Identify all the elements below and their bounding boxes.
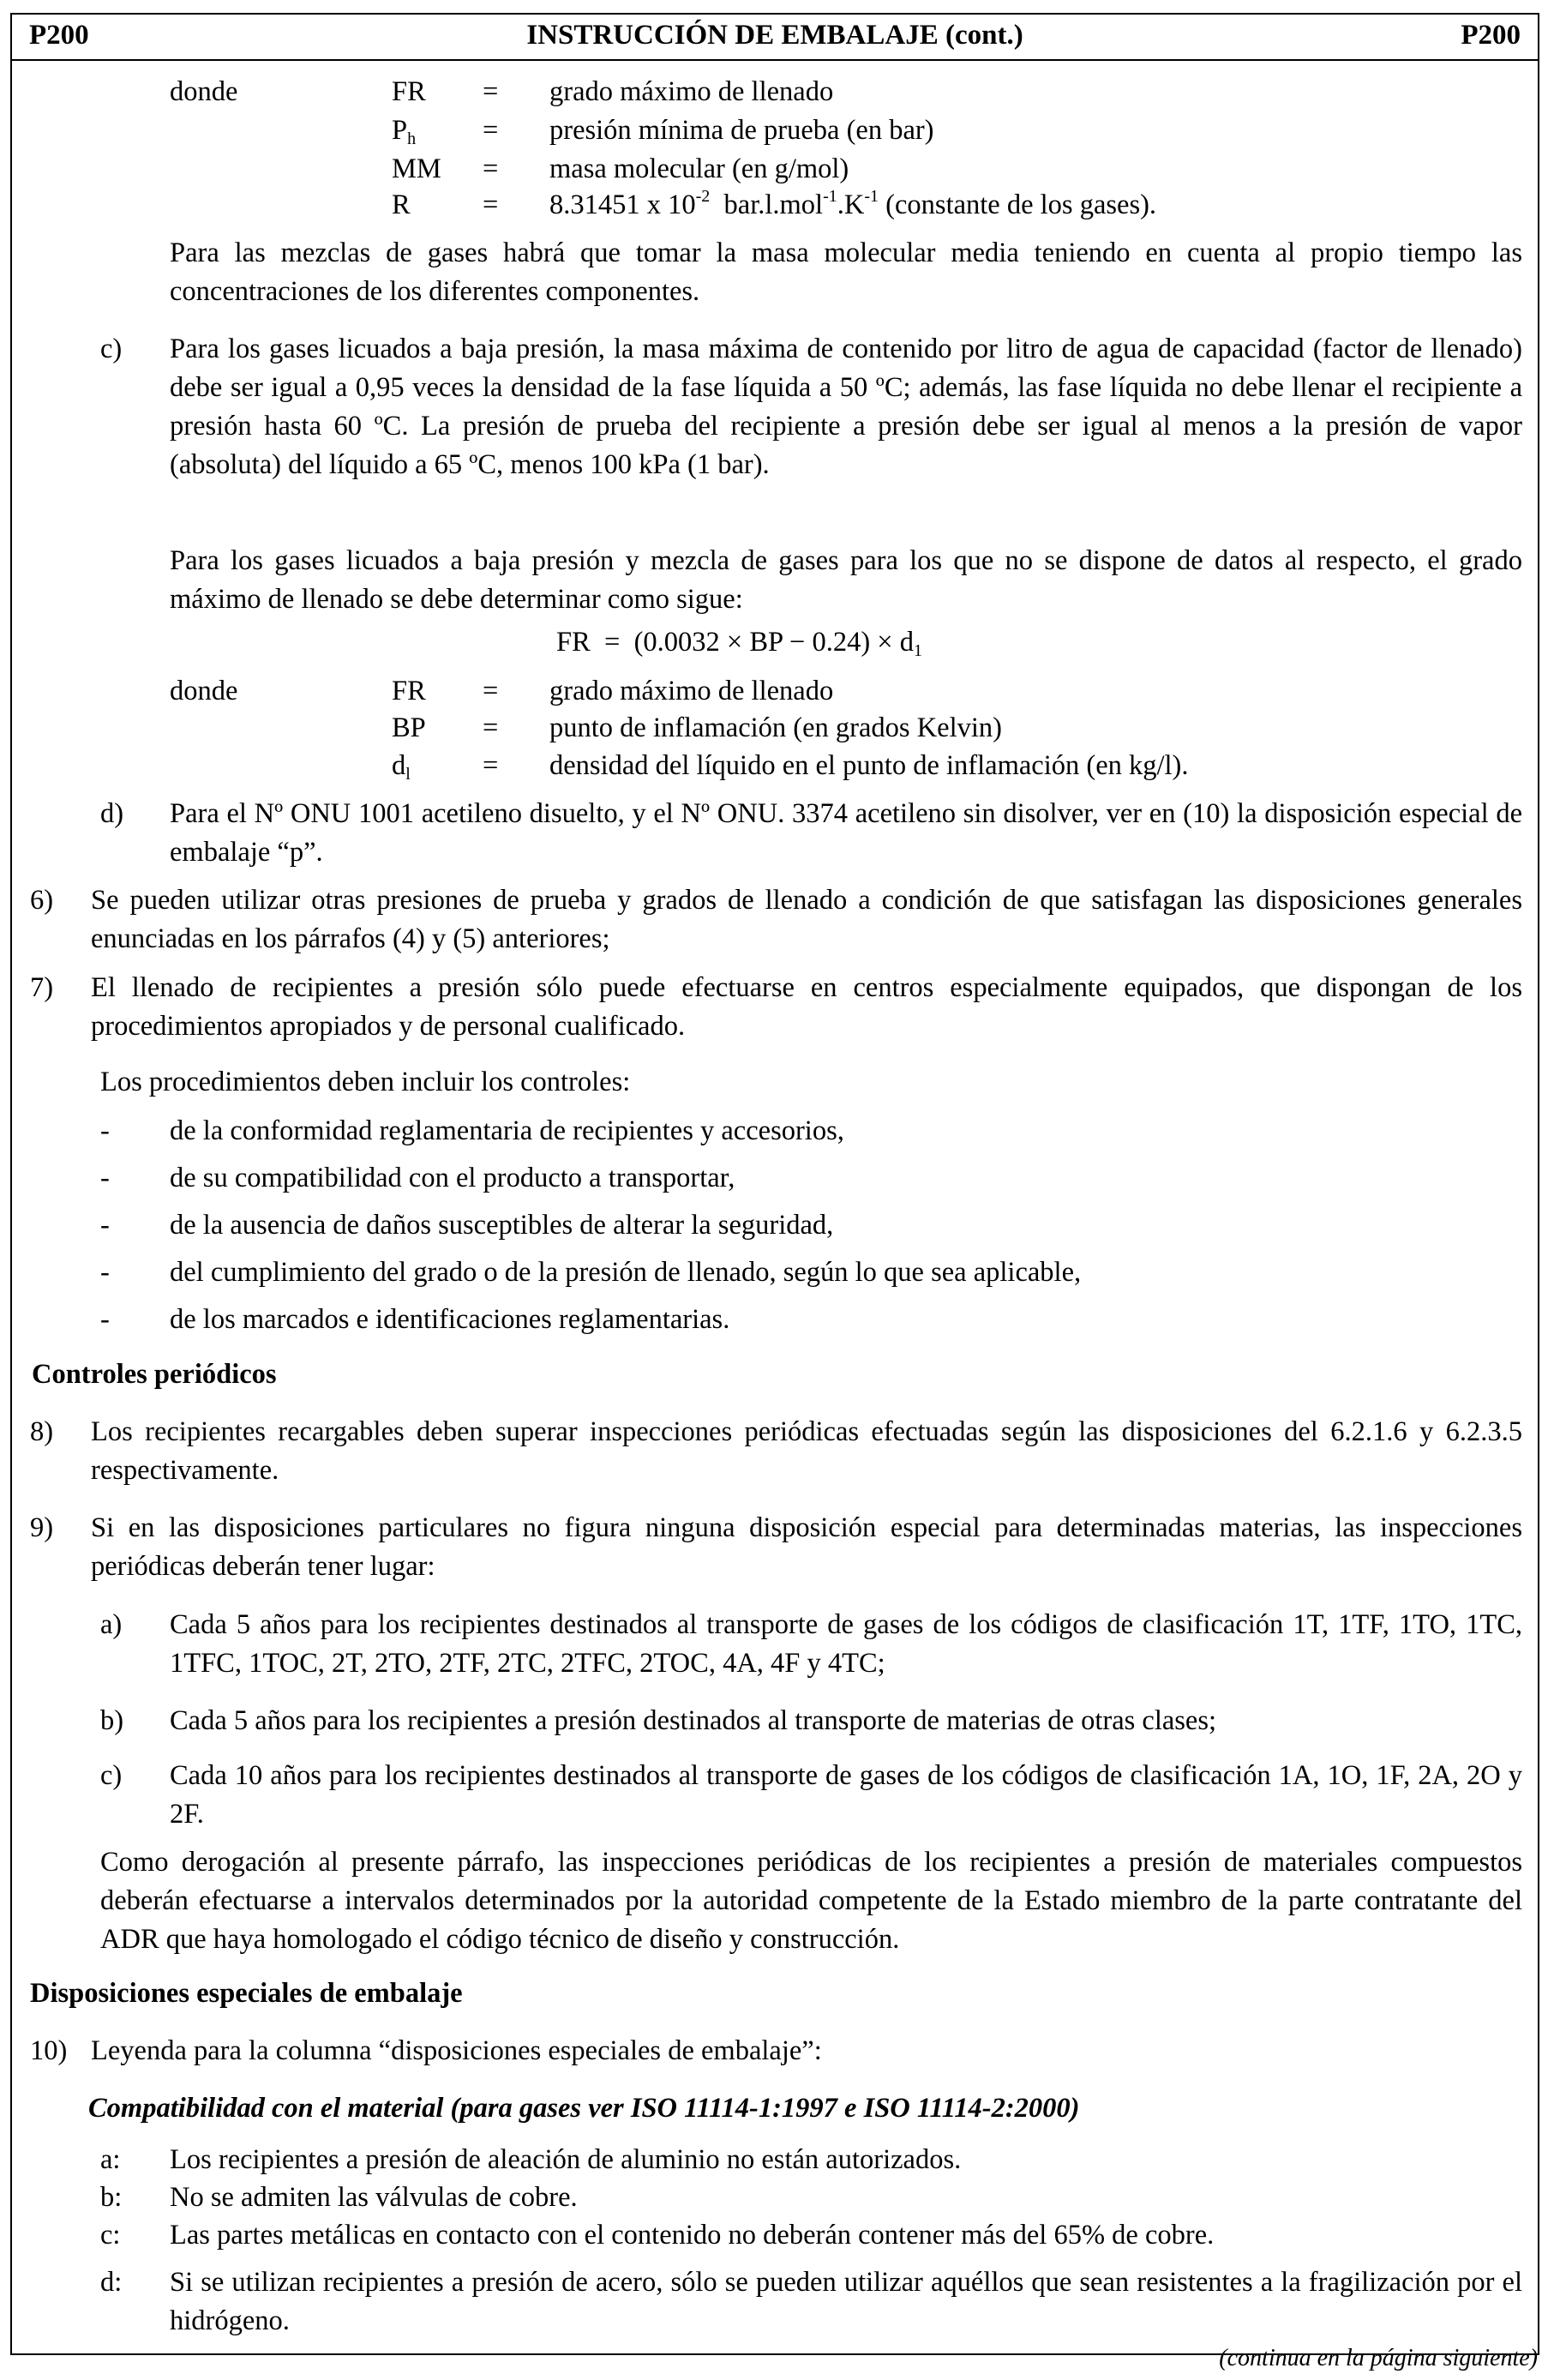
item-10-text: Leyenda para la columna “disposiciones especiales de embalaje”:: [91, 2035, 822, 2066]
heading-disposiciones-especiales: Disposiciones especiales de embalaje: [30, 1978, 463, 2009]
item-label: 10): [30, 2035, 68, 2066]
def-text: grado máximo de llenado: [549, 676, 834, 706]
heading-compatibilidad: Compatibilidad con el material (para gases ver ISO 11114-1:1997 e ISO 11114-2:2000): [88, 2093, 1080, 2124]
dash-item: de los marcados e identificaciones reglamentarias.: [170, 1304, 730, 1335]
item-label: b:: [100, 2182, 123, 2213]
item-9-text: Si en las disposiciones particulares no figura ninguna disposición especial para determinadas materias, las inspecciones periódicas deberán tener lugar:: [91, 1512, 1522, 1582]
header-code-left: P200: [29, 20, 89, 51]
item-label: c:: [100, 2220, 121, 2251]
item-d-text: Para el Nº ONU 1001 acetileno disuelto, y el Nº ONU. 3374 acetileno sin disolver, ver en (10) la disposición especial de embalaje “p”.: [170, 798, 1522, 868]
controls-intro: Los procedimientos deben incluir los controles:: [100, 1067, 631, 1097]
header-title: INSTRUCCIÓN DE EMBALAJE (cont.): [526, 20, 1023, 51]
def-text: punto de inflamación (en grados Kelvin): [549, 712, 1002, 743]
item-label: c): [100, 1760, 123, 1791]
def-symbol: $d_l$: [392, 750, 411, 784]
paragraph-derogacion: Como derogación al presente párrafo, las inspecciones periódicas de los recipientes a presión de materiales compuestos deberán efectuarse a intervalos determinados por la autoridad competente de la Estado miembro de la parte contratante del ADR que haya homologado el código técnico de diseño y construcción.: [100, 1847, 1522, 1955]
item-label: a): [100, 1609, 123, 1640]
dash-bullet: -: [100, 1304, 110, 1335]
def-symbol: FR: [392, 76, 426, 107]
donde-label: donde: [170, 676, 238, 706]
def-equals: =: [483, 750, 499, 781]
dash-bullet: -: [100, 1115, 110, 1146]
item-label: d): [100, 798, 124, 829]
compat-item: Si se utilizan recipientes a presión de acero, sólo se pueden utilizar aquéllos que sean resistentes a la fragilización por el hidrógeno.: [170, 2267, 1522, 2336]
def-equals: =: [483, 76, 499, 107]
item-9b-text: Cada 5 años para los recipientes a presión destinados al transporte de materias de otras clases;: [170, 1705, 1217, 1736]
item-9a-text: Cada 5 años para los recipientes destinados al transporte de gases de los códigos de clasificación 1T, 1TF, 1TO, 1TC, 1TFC, 1TOC, 2T, 2TO, 2TF, 2TC, 2TFC, 2TOC, 4A, 4F y 4TC;: [170, 1609, 1522, 1679]
item-label: 6): [30, 885, 54, 916]
item-7-text: El llenado de recipientes a presión sólo puede efectuarse en centros especialmente equipados, que dispongan de los procedimientos apropiados y de personal cualificado.: [91, 972, 1522, 1042]
dash-item: de su compatibilidad con el producto a transportar,: [170, 1163, 735, 1193]
header-code-right: P200: [1461, 20, 1521, 51]
page-header: [12, 15, 1538, 61]
dash-item: de la conformidad reglamentaria de recipientes y accesorios,: [170, 1115, 844, 1146]
def-text: masa molecular (en g/mol): [549, 153, 849, 184]
compat-item: Las partes metálicas en contacto con el contenido no deberán contener más del 65% de cobre.: [170, 2220, 1215, 2251]
item-label: d:: [100, 2267, 123, 2298]
item-6-text: Se pueden utilizar otras presiones de prueba y grados de llenado a condición de que satisfagan las disposiciones generales enunciadas en los párrafos (4) y (5) anteriores;: [91, 885, 1522, 954]
continuation-note: (continua en la página siguiente): [1219, 2345, 1538, 2371]
def-text: densidad del líquido en el punto de inflamación (en kg/l).: [549, 750, 1189, 781]
def-equals: =: [483, 189, 499, 220]
def-equals: =: [483, 115, 499, 146]
item-label: c): [100, 334, 123, 364]
def-equals: =: [483, 712, 499, 743]
heading-controles-periodicos: Controles periódicos: [32, 1359, 277, 1390]
gas-constant-value: 8.31451 x $10^{-2}$ $bar.l.mol^{-1}.K^{-1}$ (constante de los gases).: [549, 187, 1157, 220]
item-9c-text: Cada 10 años para los recipientes destinados al transporte de gases de los códigos de clasificación 1A, 1O, 1F, 2A, 2O y 2F.: [170, 1760, 1522, 1830]
paragraph-mezclas: Para las mezclas de gases habrá que tomar la masa molecular media teniendo en cuenta al propio tiempo las concentraciones de los diferentes componentes.: [170, 237, 1522, 307]
fill-ratio-formula: FR = (0.0032 × BP − $0.24) \times d_1$: [556, 627, 923, 660]
dash-bullet: -: [100, 1210, 110, 1241]
def-symbol: BP: [392, 712, 426, 743]
paragraph-licuados: Para los gases licuados a baja presión y mezcla de gases para los que no se dispone de datos al respecto, el grado máximo de llenado se debe determinar como sigue:: [170, 545, 1522, 615]
def-symbol: $P_h$: [392, 115, 417, 148]
dash-item: de la ausencia de daños susceptibles de alterar la seguridad,: [170, 1210, 834, 1241]
item-label: 8): [30, 1416, 54, 1447]
def-symbol: MM: [392, 153, 441, 184]
compat-item: No se admiten las válvulas de cobre.: [170, 2182, 578, 2213]
def-symbol: R: [392, 189, 411, 220]
item-label: 7): [30, 972, 54, 1003]
def-equals: =: [483, 676, 499, 706]
dash-bullet: -: [100, 1163, 110, 1193]
dash-item: del cumplimiento del grado o de la presión de llenado, según lo que sea aplicable,: [170, 1257, 1082, 1288]
dash-bullet: -: [100, 1257, 110, 1288]
item-8-text: Los recipientes recargables deben superar inspecciones periódicas efectuadas según las disposiciones del 6.2.1.6 y 6.2.3.5 respectivamente.: [91, 1416, 1522, 1486]
def-text: grado máximo de llenado: [549, 76, 834, 107]
item-label: a:: [100, 2144, 121, 2175]
compat-item: Los recipientes a presión de aleación de aluminio no están autorizados.: [170, 2144, 962, 2175]
def-equals: =: [483, 153, 499, 184]
def-text: presión mínima de prueba (en bar): [549, 115, 934, 146]
def-symbol: FR: [392, 676, 426, 706]
donde-label: donde: [170, 76, 238, 107]
item-c-text: Para los gases licuados a baja presión, la masa máxima de contenido por litro de agua de capacidad (factor de llenado) debe ser igual a 0,95 veces la densidad de la fase líquida a 50 ºC; además, las fase líquida no debe llenar el recipiente a presión hasta 60 ºC. La presión de prueba del recipiente a presión debe ser igual al menos a la presión de vapor (absoluta) del líquido a 65 ºC, menos 100 kPa (1 bar).: [170, 334, 1522, 480]
item-label: 9): [30, 1512, 54, 1543]
item-label: b): [100, 1705, 124, 1736]
